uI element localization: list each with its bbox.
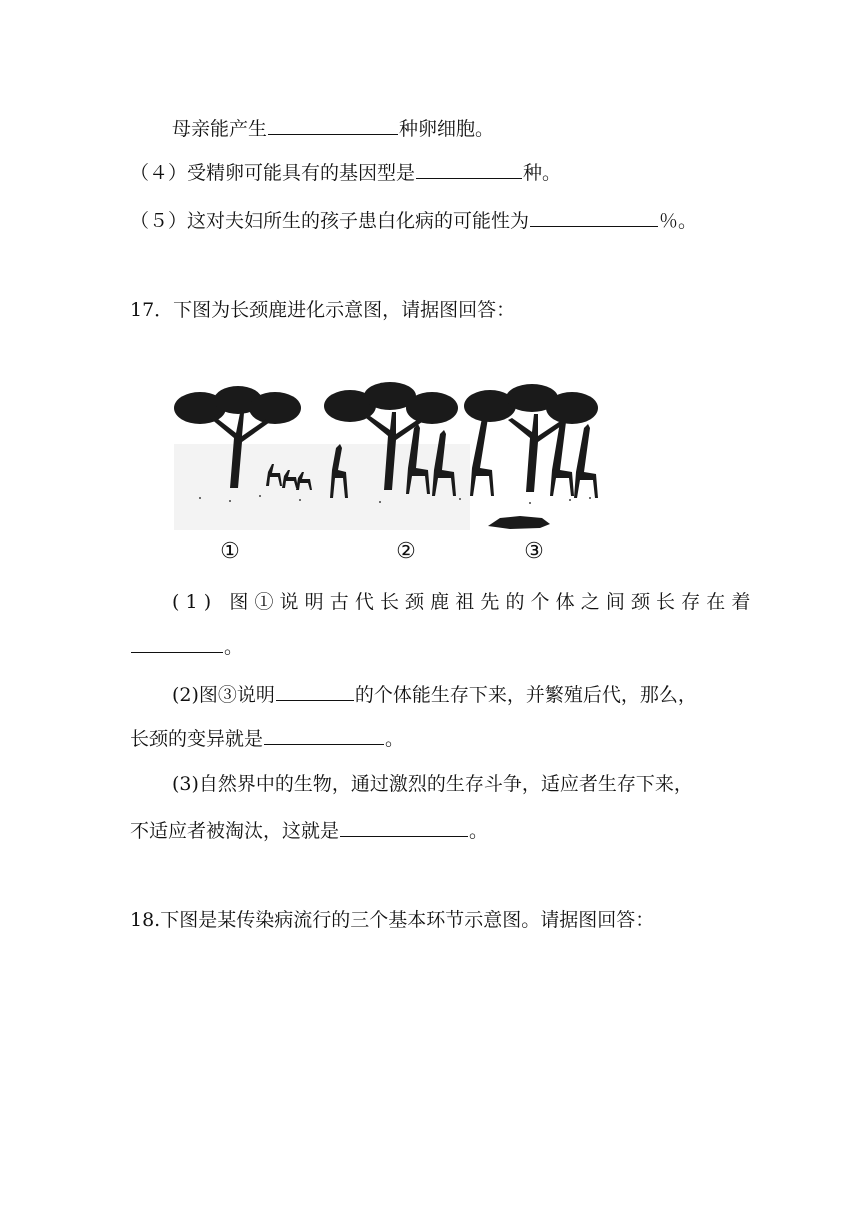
panel-1-background — [174, 444, 326, 530]
answer-blank[interactable] — [340, 816, 468, 837]
q16-item4: （４）受精卵可能具有的基因型是 种。 — [130, 158, 561, 187]
answer-blank[interactable] — [268, 114, 398, 135]
answer-blank[interactable] — [530, 206, 658, 227]
answer-blank[interactable] — [416, 158, 522, 179]
question-17-title: 17．下图为长颈鹿进化示意图，请据图回答： — [130, 299, 516, 321]
q17-item2-line2: 长颈的变异就是 。 — [130, 724, 404, 753]
giraffe-evolution-figure — [170, 378, 610, 570]
q17-item3-line2: 不适应者被淘汰，这就是 。 — [130, 816, 488, 845]
q17-item1-line2: 。 — [130, 632, 243, 661]
q17-item2-line1: (2)图③说明 的个体能生存下来，并繁殖后代，那么， — [172, 680, 697, 709]
panel-2-background — [320, 444, 470, 530]
figure-label-3: ③ — [524, 539, 544, 564]
panel-3-dead-giraffe — [488, 516, 550, 529]
giraffe-evolution-illustration — [170, 378, 610, 538]
question-18-title: 18.下图是某传染病流行的三个基本环节示意图。请据图回答： — [130, 909, 655, 931]
figure-label-1: ① — [220, 539, 240, 564]
answer-blank[interactable] — [264, 724, 384, 745]
q17-item3-line1: (3)自然界中的生物，通过激烈的生存斗争，适应者生存下来， — [172, 773, 693, 795]
q17-item1-line1: (1) 图①说明古代长颈鹿祖先的个体之间颈长存在着 — [172, 591, 757, 613]
q16-line1: 母亲能产生 种卵细胞。 — [172, 114, 494, 143]
answer-blank[interactable] — [131, 632, 223, 653]
q16-item5: （５）这对夫妇所生的孩子患白化病的可能性为 ％。 — [130, 206, 697, 235]
answer-blank[interactable] — [276, 680, 354, 701]
figure-label-2: ② — [396, 539, 416, 564]
